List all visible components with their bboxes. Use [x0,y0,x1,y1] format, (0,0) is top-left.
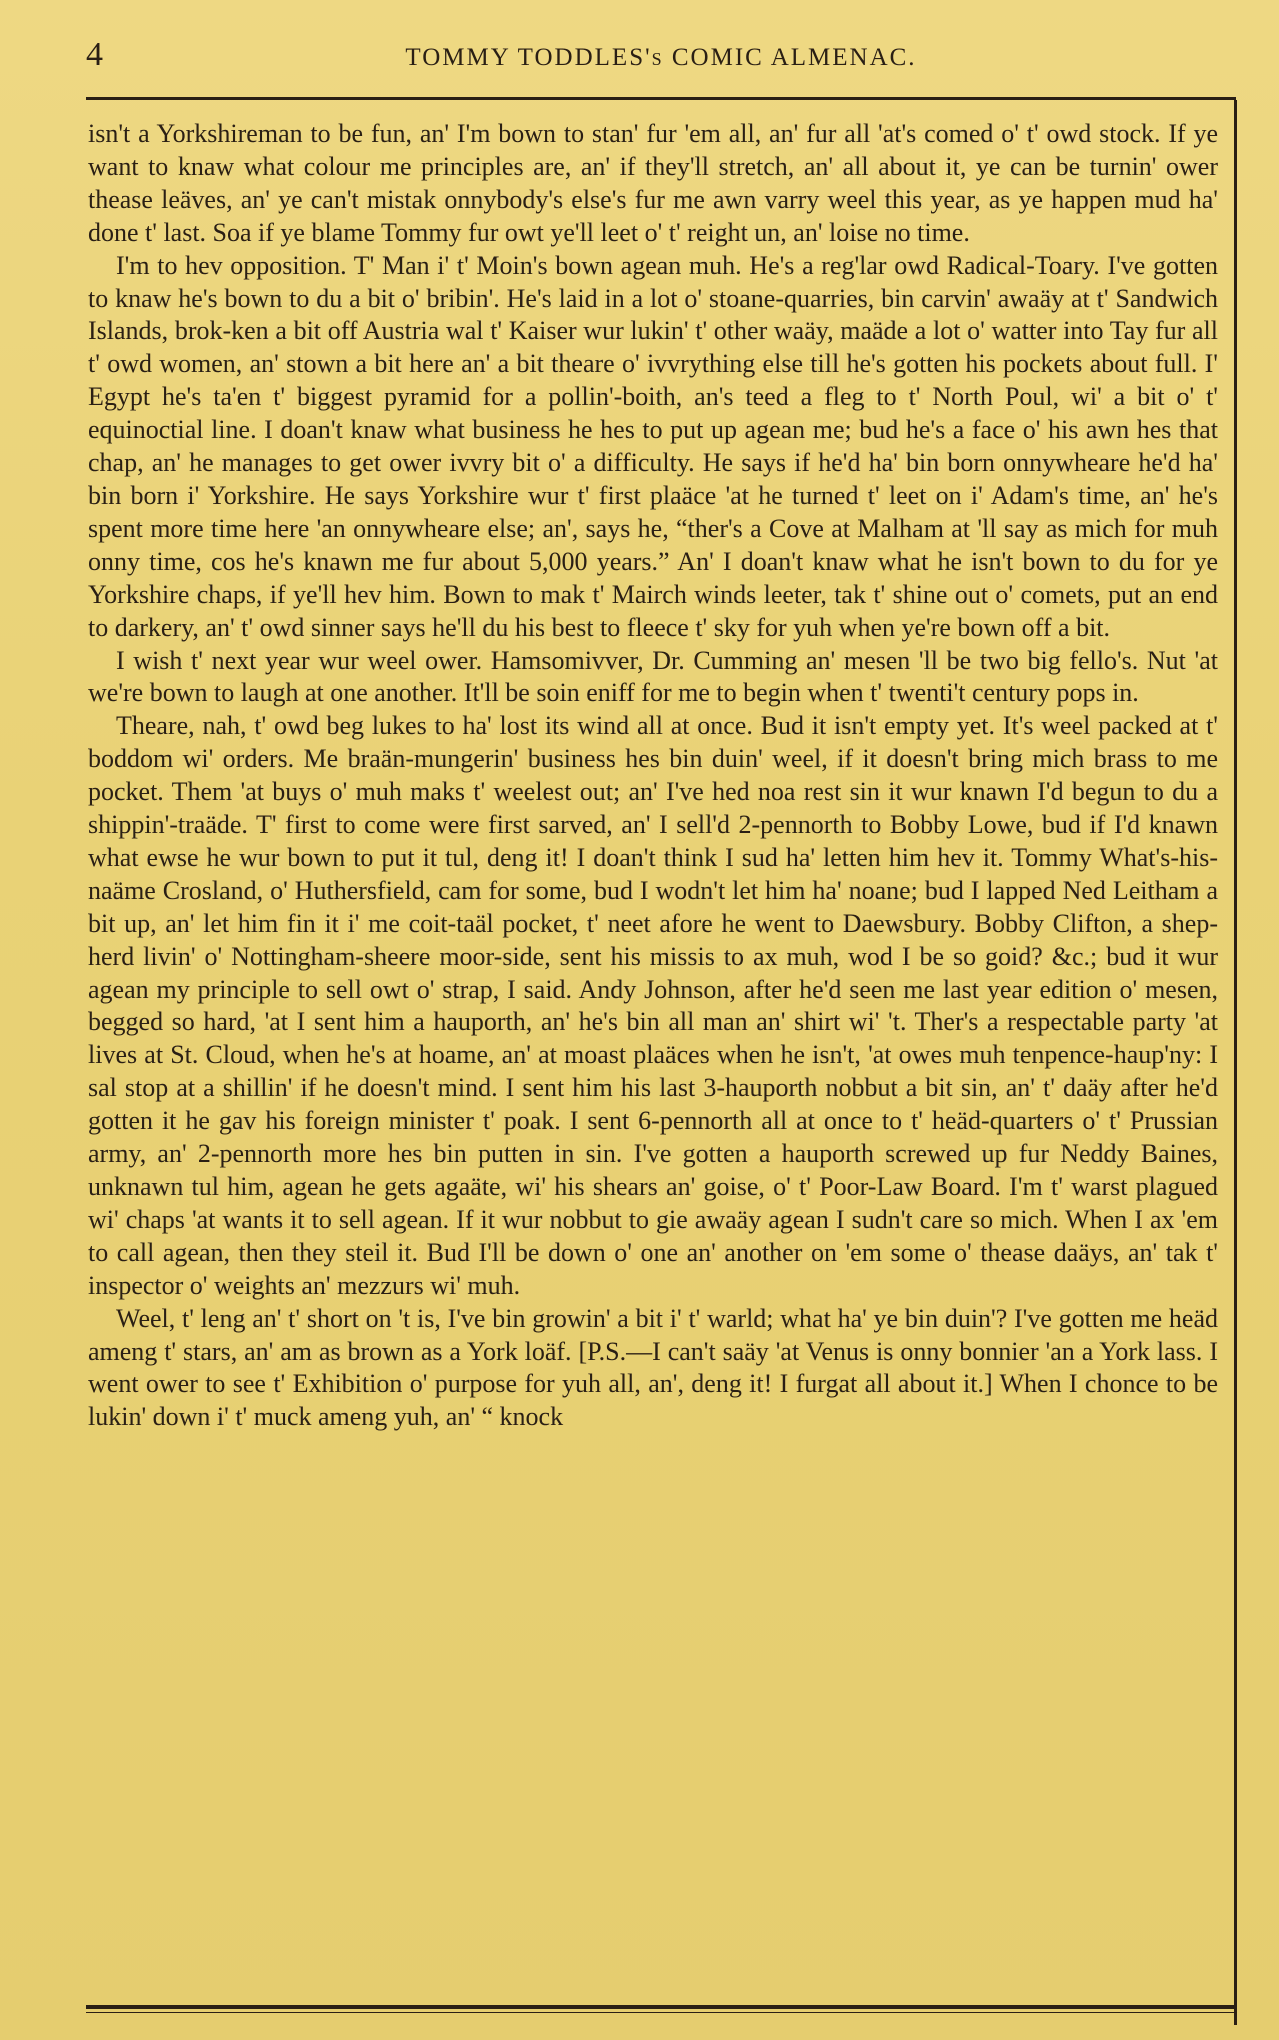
paragraph-1: isn't a Yorkshireman to be fun, an' I'm bown to stan' fur 'em all, an' fur all 'at's comed o' t' owd stock. If ye want to knaw what colour me principles are, an' if they'll stretch, an' all about it, ye can be turnin' ower thease leäves, an' ye can't mistak onnybody's else's fur me awn varry weel this year, as ye happen mud ha' done t' last. Soa if ye blame Tommy fur owt ye'll leet o' t' reight un, an' loise no time. [88,119,1218,247]
paragraph-3: I wish t' next year wur weel ower. Hamsomivver, Dr. Cumming an' mesen 'll be two big fello's. Nut 'at we're bown to laugh at one another. It'll be soin eniff for me to begin when t' twenti't century pops in. [88,645,1218,708]
footer-rule [86,2005,1236,2009]
body-text [88,118,1218,1434]
paragraph-5: Weel, t' leng an' t' short on 't is, I've bin growin' a bit i' t' warld; what ha' ye bin duin'? I've gotten me heäd ameng t' stars, an' am as brown as a York loäf. [P.S.—I can't saäy 'at Venus is onny bonnier 'an a York lass. I went ower to see t' Exhibition o' purpose for yuh all, an', deng it! I furgat all about it.] When I chonce to be lukin' down i' t' muck ameng yuh, an' “ knock [88,1303,1218,1432]
column-rule [1234,100,1237,2025]
page-header [86,30,1236,90]
page-number: 4 [86,36,103,73]
running-title: TOMMY TODDLES's COMIC ALMENAC. [405,44,917,71]
paragraph-4: Theare, nah, t' owd beg lukes to ha' lost its wind all at once. Bud it isn't empty yet. It's weel packed at t' boddom wi' orders. Me braän-mungerin' business hes bin duin' weel, if it doesn't bring mich brass to me pocket. Them 'at buys o' muh maks t' weelest out; an' I've hed noa rest sin it wur knawn I'd begun to du a shippin'-traäde. T' first to come were first sarved, an' I sell'd 2-pennorth to Bobby Lowe, bud if I'd knawn what ewse he wur bown to put it tul, deng it! I doan't think I sud ha' letten him hev it. Tommy What's-his-naäme Crosland, o' Huthersfield, cam for some, bud I wodn't let him ha' noane; bud I lapped Ned Leitham a bit up, an' let him fin it i' me coit-taäl pocket, t' neet afore he went to Daewsbury. Bobby Clifton, a shep-herd livin' o' Nottingham-sheere moor-side, sent his missis to ax muh, wod I be so goid? &c.; bud it wur agean my principle to sell owt o' strap, I said. Andy Johnson, after he'd seen me last year edition o' mesen, begged so hard, 'at I sent him a hauporth, an' he's bin all man an' shirt wi' 't. Ther's a respectable party 'at lives at St. Cloud, when he's at hoame, an' at moast plaäces when he isn't, 'at owes muh tenpence-haup'ny: I sal stop at a shillin' if he doesn't mind. I sent him his last 3-hauporth nobbut a bit sin, an' t' daäy after he'd gotten it he gav his foreign minister t' poak. I sent 6-pennorth all at once to t' heäd-quarters o' t' Prussian army, an' 2-pennorth more hes bin putten in sin. I've gotten a hauporth screwed up fur Neddy Baines, unknawn tul him, agean he gets agaäte, wi' his shears an' goise, o' t' Poor-Law Board. I'm t' warst plagued wi' chaps 'at wants it to sell agean. If it wur nobbut to gie awaäy agean I sudn't care so mich. When I ax 'em to call agean, then they steil it. Bud I'll be down o' one an' another on 'em some o' thease daäys, an' tak t' inspector o' weights an' mezzurs wi' muh. [88,711,1218,1300]
paragraph-2: I'm to hev opposition. T' Man i' t' Moin's bown agean muh. He's a reg'lar owd Radical-Toary. I've gotten to knaw he's bown to du a bit o' bribin'. He's laid in a lot o' stoane-quarries, bin carvin' awaäy at t' Sandwich Islands, brok-ken a bit off Austria wal t' Kaiser wur lukin' t' other waäy, maäde a lot o' watter into Tay fur all t' owd women, an' stown a bit here an' a bit theare o' ivvrything else till he's gotten his pockets about full. I' Egypt he's ta'en t' biggest pyramid for a pollin'-boith, an's teed a fleg to t' North Poul, wi' a bit o' t' equinoctial line. I doan't knaw what business he hes to put up agean me; bud he's a face o' his awn hes that chap, an' he manages to get ower ivvry bit o' a difficulty. He says if he'd ha' bin born onnywheare he'd ha' bin born i' Yorkshire. He says Yorkshire wur t' first plaäce 'at he turned t' leet on i' Adam's time, an' he's spent more time here 'an onnywheare else; an', says he, “ther's a Cove at Malham at 'll say as mich for muh onny time, cos he's knawn me fur about 5,000 years.” An' I doan't knaw what he isn't bown to du for ye Yorkshire chaps, if ye'll hev him. Bown to mak t' Mairch winds leeter, tak t' shine out o' comets, put an end to darkery, an' t' owd sinner says he'll du his best to fleece t' sky for yuh when ye're bown off a bit. [88,250,1218,642]
header-rule [86,97,1236,100]
footer-rule-thin [86,2012,1236,2013]
